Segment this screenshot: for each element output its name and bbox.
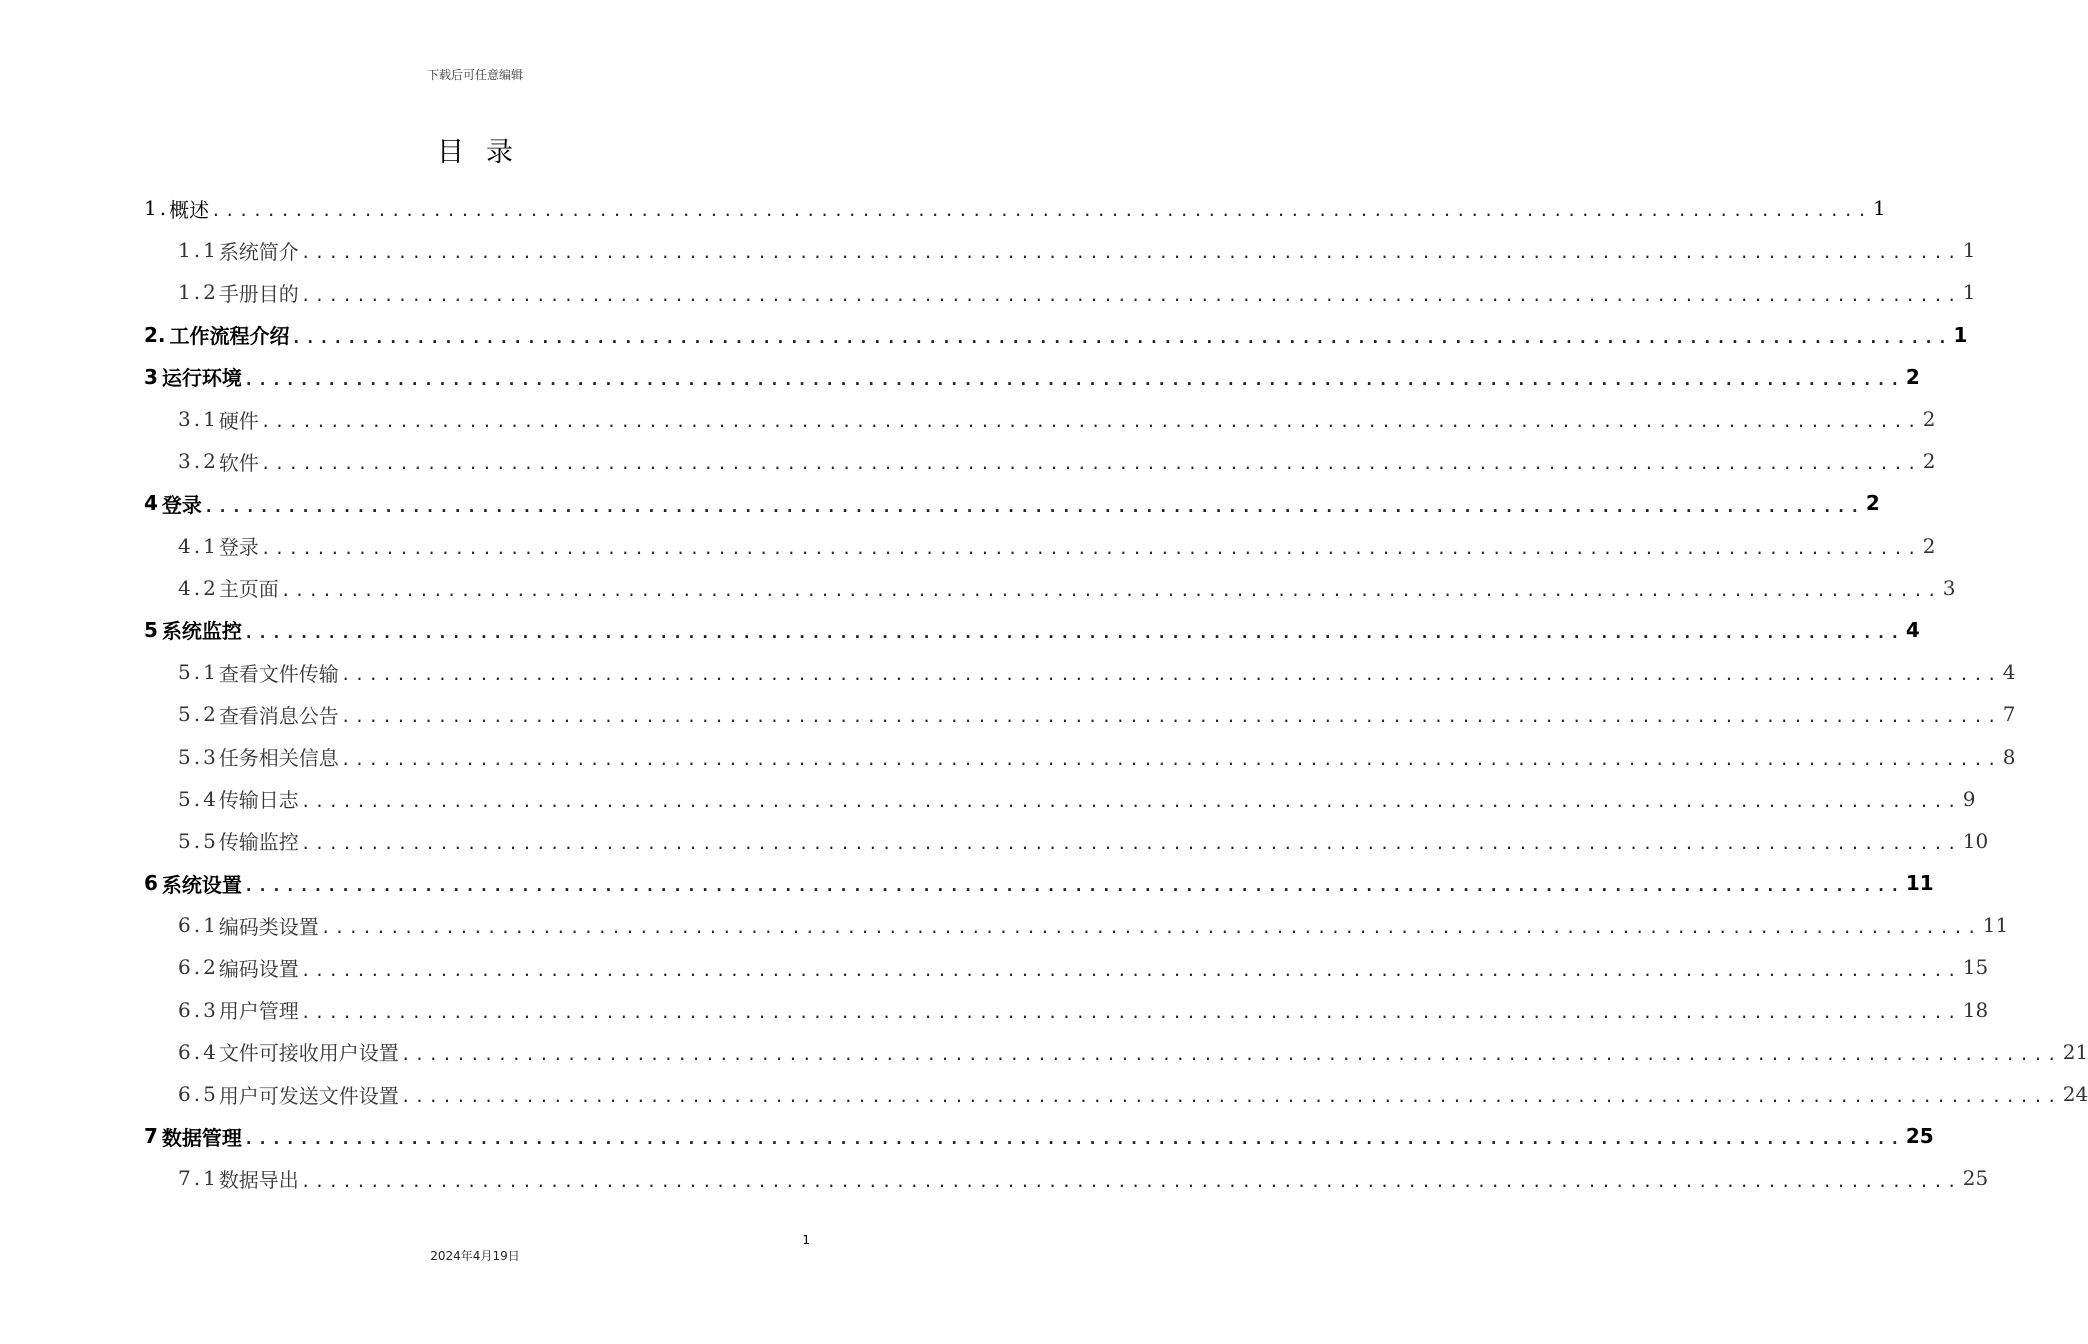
toc-entry[interactable] <box>144 735 2016 777</box>
toc-entry-number: 3.2 <box>178 449 219 474</box>
toc-entry-title: 用户管理 <box>218 999 299 1024</box>
toc-entry-title: 工作流程介绍 <box>169 324 290 349</box>
toc-dot-leader: ........................................................................................................................ <box>320 918 1981 938</box>
page-number: 1 <box>802 1233 810 1247</box>
toc-dot-leader: ........................................................................................................................ <box>260 538 1921 558</box>
toc-entry-page: 24 <box>2062 1082 2088 1107</box>
toc-dot-leader: ........................................................................................................................ <box>300 960 1961 980</box>
toc-entry-title: 查看消息公告 <box>218 703 339 728</box>
toc-entry-page: 1 <box>1953 322 1968 347</box>
toc-entry[interactable] <box>144 1157 1989 1199</box>
toc-entry-page: 7 <box>2002 702 2016 727</box>
toc-entry-number: 5.4 <box>178 786 219 811</box>
toc-entry-title: 数据导出 <box>218 1167 299 1192</box>
toc-entry-number: 4.2 <box>178 575 219 600</box>
toc-entry-number: 1. <box>144 196 170 221</box>
toc-dot-leader: ........................................................................................................................ <box>243 369 1904 389</box>
toc-dot-leader: ........................................................................................................................ <box>280 580 1941 600</box>
toc-dot-leader: ........................................................................................................................ <box>300 243 1961 263</box>
toc-entry-title: 数据管理 <box>161 1125 242 1150</box>
toc-entry-page: 11 <box>1905 871 1934 896</box>
toc-entry-page: 25 <box>1962 1166 1989 1191</box>
toc-entry-title: 查看文件传输 <box>218 661 339 686</box>
toc-entry[interactable] <box>144 651 2016 693</box>
toc-dot-leader: ........................................................................................................................ <box>300 1002 1961 1022</box>
toc-dot-leader: ........................................................................................................................ <box>400 1044 2061 1064</box>
toc-entry-title: 文件可接收用户设置 <box>218 1041 399 1066</box>
toc-dot-leader: ........................................................................................................................ <box>203 496 1864 516</box>
toc-entry-number: 7 <box>144 1124 158 1149</box>
toc-entry-number: 3 <box>144 364 158 389</box>
toc-dot-leader: ........................................................................................................................ <box>260 454 1921 474</box>
toc-entry[interactable] <box>144 820 1989 862</box>
toc-entry-title: 传输监控 <box>218 830 299 855</box>
toc-entry-title: 系统设置 <box>161 872 242 897</box>
toc-entry[interactable] <box>144 1115 1934 1157</box>
toc-dot-leader: ........................................................................................................................ <box>300 285 1961 305</box>
toc-entry-number: 6 <box>144 871 158 896</box>
toc-entry-number: 6.3 <box>178 997 219 1022</box>
toc-entry-number: 4 <box>144 491 158 516</box>
toc-entry[interactable] <box>144 1031 2088 1073</box>
toc-entry-number: 5.3 <box>178 744 219 769</box>
toc-dot-leader: ........................................................................................................................ <box>211 201 1872 221</box>
toc-entry-page: 3 <box>1942 575 1956 600</box>
toc-entry-title: 运行环境 <box>161 366 242 391</box>
toc-entry-title: 编码类设置 <box>218 914 319 939</box>
toc-dot-leader: ........................................................................................................................ <box>300 791 1961 811</box>
toc-entry-page: 9 <box>1962 786 1976 811</box>
toc-entry-title: 系统监控 <box>161 619 242 644</box>
toc-entry-page: 11 <box>1982 913 2009 938</box>
toc-entry-number: 4.1 <box>178 533 219 558</box>
toc-entry-page: 2 <box>1922 533 1936 558</box>
toc-entry-title: 登录 <box>161 492 202 517</box>
toc-entry[interactable] <box>144 778 1976 820</box>
footer-date: 2024年4月19日 <box>430 1249 520 1263</box>
toc-entry-title: 软件 <box>218 450 259 475</box>
toc-entry-page: 25 <box>1905 1124 1934 1149</box>
toc-dot-leader: ........................................................................................................................ <box>340 749 2001 769</box>
toc-dot-leader: ........................................................................................................................ <box>243 1129 1904 1149</box>
toc-entry-title: 手册目的 <box>218 281 299 306</box>
toc-entry-number: 1.2 <box>178 280 219 305</box>
toc-entry[interactable] <box>144 398 1936 440</box>
toc-entry-title: 硬件 <box>218 408 259 433</box>
toc-entry-number: 2. <box>144 322 166 347</box>
toc-entry-page: 2 <box>1865 491 1880 516</box>
toc-entry-page: 1 <box>1873 196 1886 221</box>
toc-entry-number: 1.1 <box>178 238 219 263</box>
toc-entry-number: 5.5 <box>178 828 219 853</box>
toc-entry[interactable] <box>144 567 1956 609</box>
toc-entry[interactable] <box>144 693 2016 735</box>
toc-entry[interactable] <box>144 229 1976 271</box>
toc-entry-number: 3.1 <box>178 407 219 432</box>
toc-entry-title: 编码设置 <box>218 956 299 981</box>
toc-entry-page: 2 <box>1922 407 1936 432</box>
toc-entry-page: 10 <box>1962 828 1989 853</box>
toc-entry-title: 主页面 <box>218 577 279 602</box>
toc-entry[interactable] <box>144 946 1989 988</box>
toc-dot-leader: ........................................................................................................................ <box>291 327 1952 347</box>
page-header: 下载后可任意编辑 <box>426 68 523 82</box>
toc-entry-page: 15 <box>1962 955 1989 980</box>
toc-dot-leader: ........................................................................................................................ <box>260 412 1921 432</box>
toc-entry-number: 5 <box>144 617 158 642</box>
toc-entry[interactable] <box>144 356 1920 398</box>
toc-entry-number: 6.5 <box>178 1082 219 1107</box>
toc-entry-title: 用户可发送文件设置 <box>218 1083 399 1108</box>
toc-entry-title: 概述 <box>169 197 210 222</box>
toc-dot-leader: ........................................................................................................................ <box>243 876 1904 896</box>
toc-entry[interactable] <box>144 609 1920 651</box>
toc-entry-page: 4 <box>2002 660 2016 685</box>
toc-entry-number: 5.2 <box>178 702 219 727</box>
toc-dot-leader: ........................................................................................................................ <box>400 1087 2061 1107</box>
toc-dot-leader: ........................................................................................................................ <box>300 834 1961 853</box>
toc-entry-number: 6.2 <box>178 955 219 980</box>
toc-dot-leader: ........................................................................................................................ <box>340 707 2001 727</box>
toc-dot-leader: ........................................................................................................................ <box>243 623 1904 643</box>
toc-entry[interactable] <box>144 862 1934 904</box>
toc-entry-number: 7.1 <box>178 1166 219 1191</box>
toc-entry-page: 2 <box>1922 449 1936 474</box>
toc-entry-title: 传输日志 <box>218 788 299 813</box>
toc-entry-page: 2 <box>1905 364 1920 389</box>
toc-entry[interactable] <box>144 1073 2088 1115</box>
toc-entry[interactable] <box>144 525 1936 567</box>
toc-entry-page: 18 <box>1962 997 1989 1022</box>
toc-entry-number: 6.1 <box>178 913 219 938</box>
toc-entry[interactable] <box>144 482 1880 524</box>
table-of-contents <box>144 187 2088 1200</box>
toc-entry-page: 4 <box>1905 617 1920 642</box>
toc-dot-leader: ........................................................................................................................ <box>340 665 2001 685</box>
toc-entry[interactable] <box>144 440 1936 482</box>
toc-entry-page: 1 <box>1962 238 1976 263</box>
toc-dot-leader: ........................................................................................................................ <box>300 1171 1961 1191</box>
toc-entry-page: 1 <box>1962 280 1976 305</box>
toc-entry-title: 任务相关信息 <box>218 746 339 771</box>
toc-entry[interactable] <box>144 314 1968 356</box>
toc-entry-number: 5.1 <box>178 660 219 685</box>
toc-entry[interactable] <box>144 187 1886 229</box>
toc-entry-number: 6.4 <box>178 1039 219 1064</box>
toc-entry-page: 21 <box>2062 1039 2088 1064</box>
toc-title: 目录 <box>437 137 535 168</box>
toc-entry[interactable] <box>144 989 1989 1031</box>
toc-entry-title: 登录 <box>218 535 259 560</box>
toc-entry-title: 系统简介 <box>218 239 299 264</box>
toc-entry-page: 8 <box>2002 744 2016 769</box>
toc-entry[interactable] <box>144 271 1976 313</box>
toc-entry[interactable] <box>144 904 2009 946</box>
